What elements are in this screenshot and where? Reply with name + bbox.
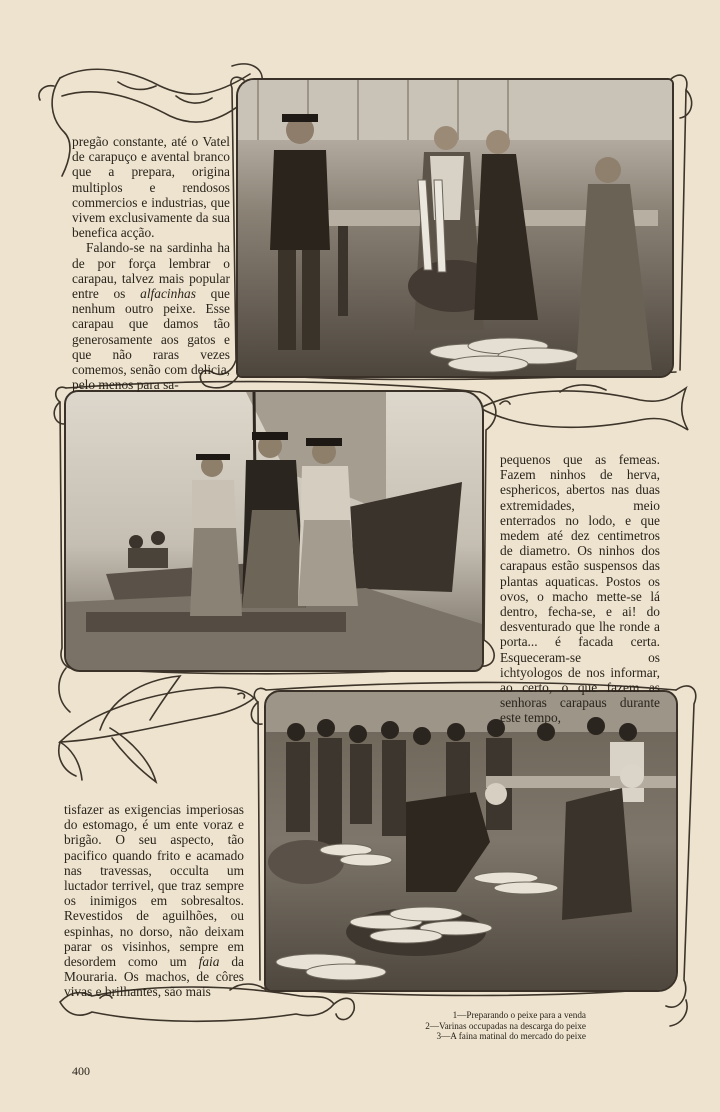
text-run: da Mouraria. Os machos, de côres vivas e brilhantes, são mais: [64, 954, 244, 1000]
page-number: 400: [72, 1064, 90, 1078]
paragraph: [72, 134, 230, 240]
paragraph: [72, 240, 230, 392]
text-run: que nenhum outro peixe. Esse carapau que damos tão generosamente aos gatos e que não raras vezes comemos, senão com delicia, pelo menos para sa-: [72, 286, 230, 393]
paragraph: [64, 802, 244, 1000]
text-run: pequenos que as femeas. Fazem ninhos de herva, esphericos, abertos nas duas extremidades, meio enterrados no lodo, e que medem até dez centimetros de diametro. Os ninhos dos carapaus estão suspensos das plantas aquaticas. Postos os ovos, o macho mette-se lá dentro, fecha-se, e ai! do desventurado que lhe ronde a porta... é facada certa. Esqueceram-se os ichtyologos de nos informar, ao certo, o que fazem as senhoras carapaus durante este tempo,: [500, 452, 660, 726]
caption-1: 1—Preparando o peixe para a venda: [452, 1010, 586, 1020]
caption-2: 2—Varinas occupadas na descarga do peixe: [425, 1020, 586, 1031]
paragraph: [500, 452, 660, 726]
photo-fish-market: [264, 690, 678, 992]
text-column-bottom: [64, 802, 244, 1000]
text-run: Falando-se na sardinha ha de por força lembrar o carapau, talvez mais popular entre os: [72, 240, 230, 302]
italic-term: faia: [198, 954, 220, 970]
caption-3: 3—A faina matinal do mercado do peixe: [436, 1031, 586, 1042]
text-column-middle: [500, 452, 660, 726]
photo-fish-preparation: [236, 78, 674, 378]
text-run: tisfazer as exigencias imperiosas do estomago, é um ente voraz e brigão. O seu aspecto, tão pacifico quando frito e acamado nas travessas, occulta um luctador terrivel, que traz sempre os inimigos em sobresaltos. Revestidos de aguilhões, ou espinhas, no dorso, não deixam parar os visinhos, sempre em desordem como um: [64, 802, 244, 970]
photo-captions: [356, 1010, 586, 1042]
italic-term: alfacinhas: [140, 286, 196, 302]
text-column-top: [72, 134, 230, 392]
text-run: pregão constante, até o Vatel de carapuço e avental branco que a prepara, origina multiplos e rendosos commercios e industrias, que vivem exclusivamente da sua benefica acção.: [72, 134, 230, 241]
photo-varinas-unloading: [64, 390, 484, 672]
